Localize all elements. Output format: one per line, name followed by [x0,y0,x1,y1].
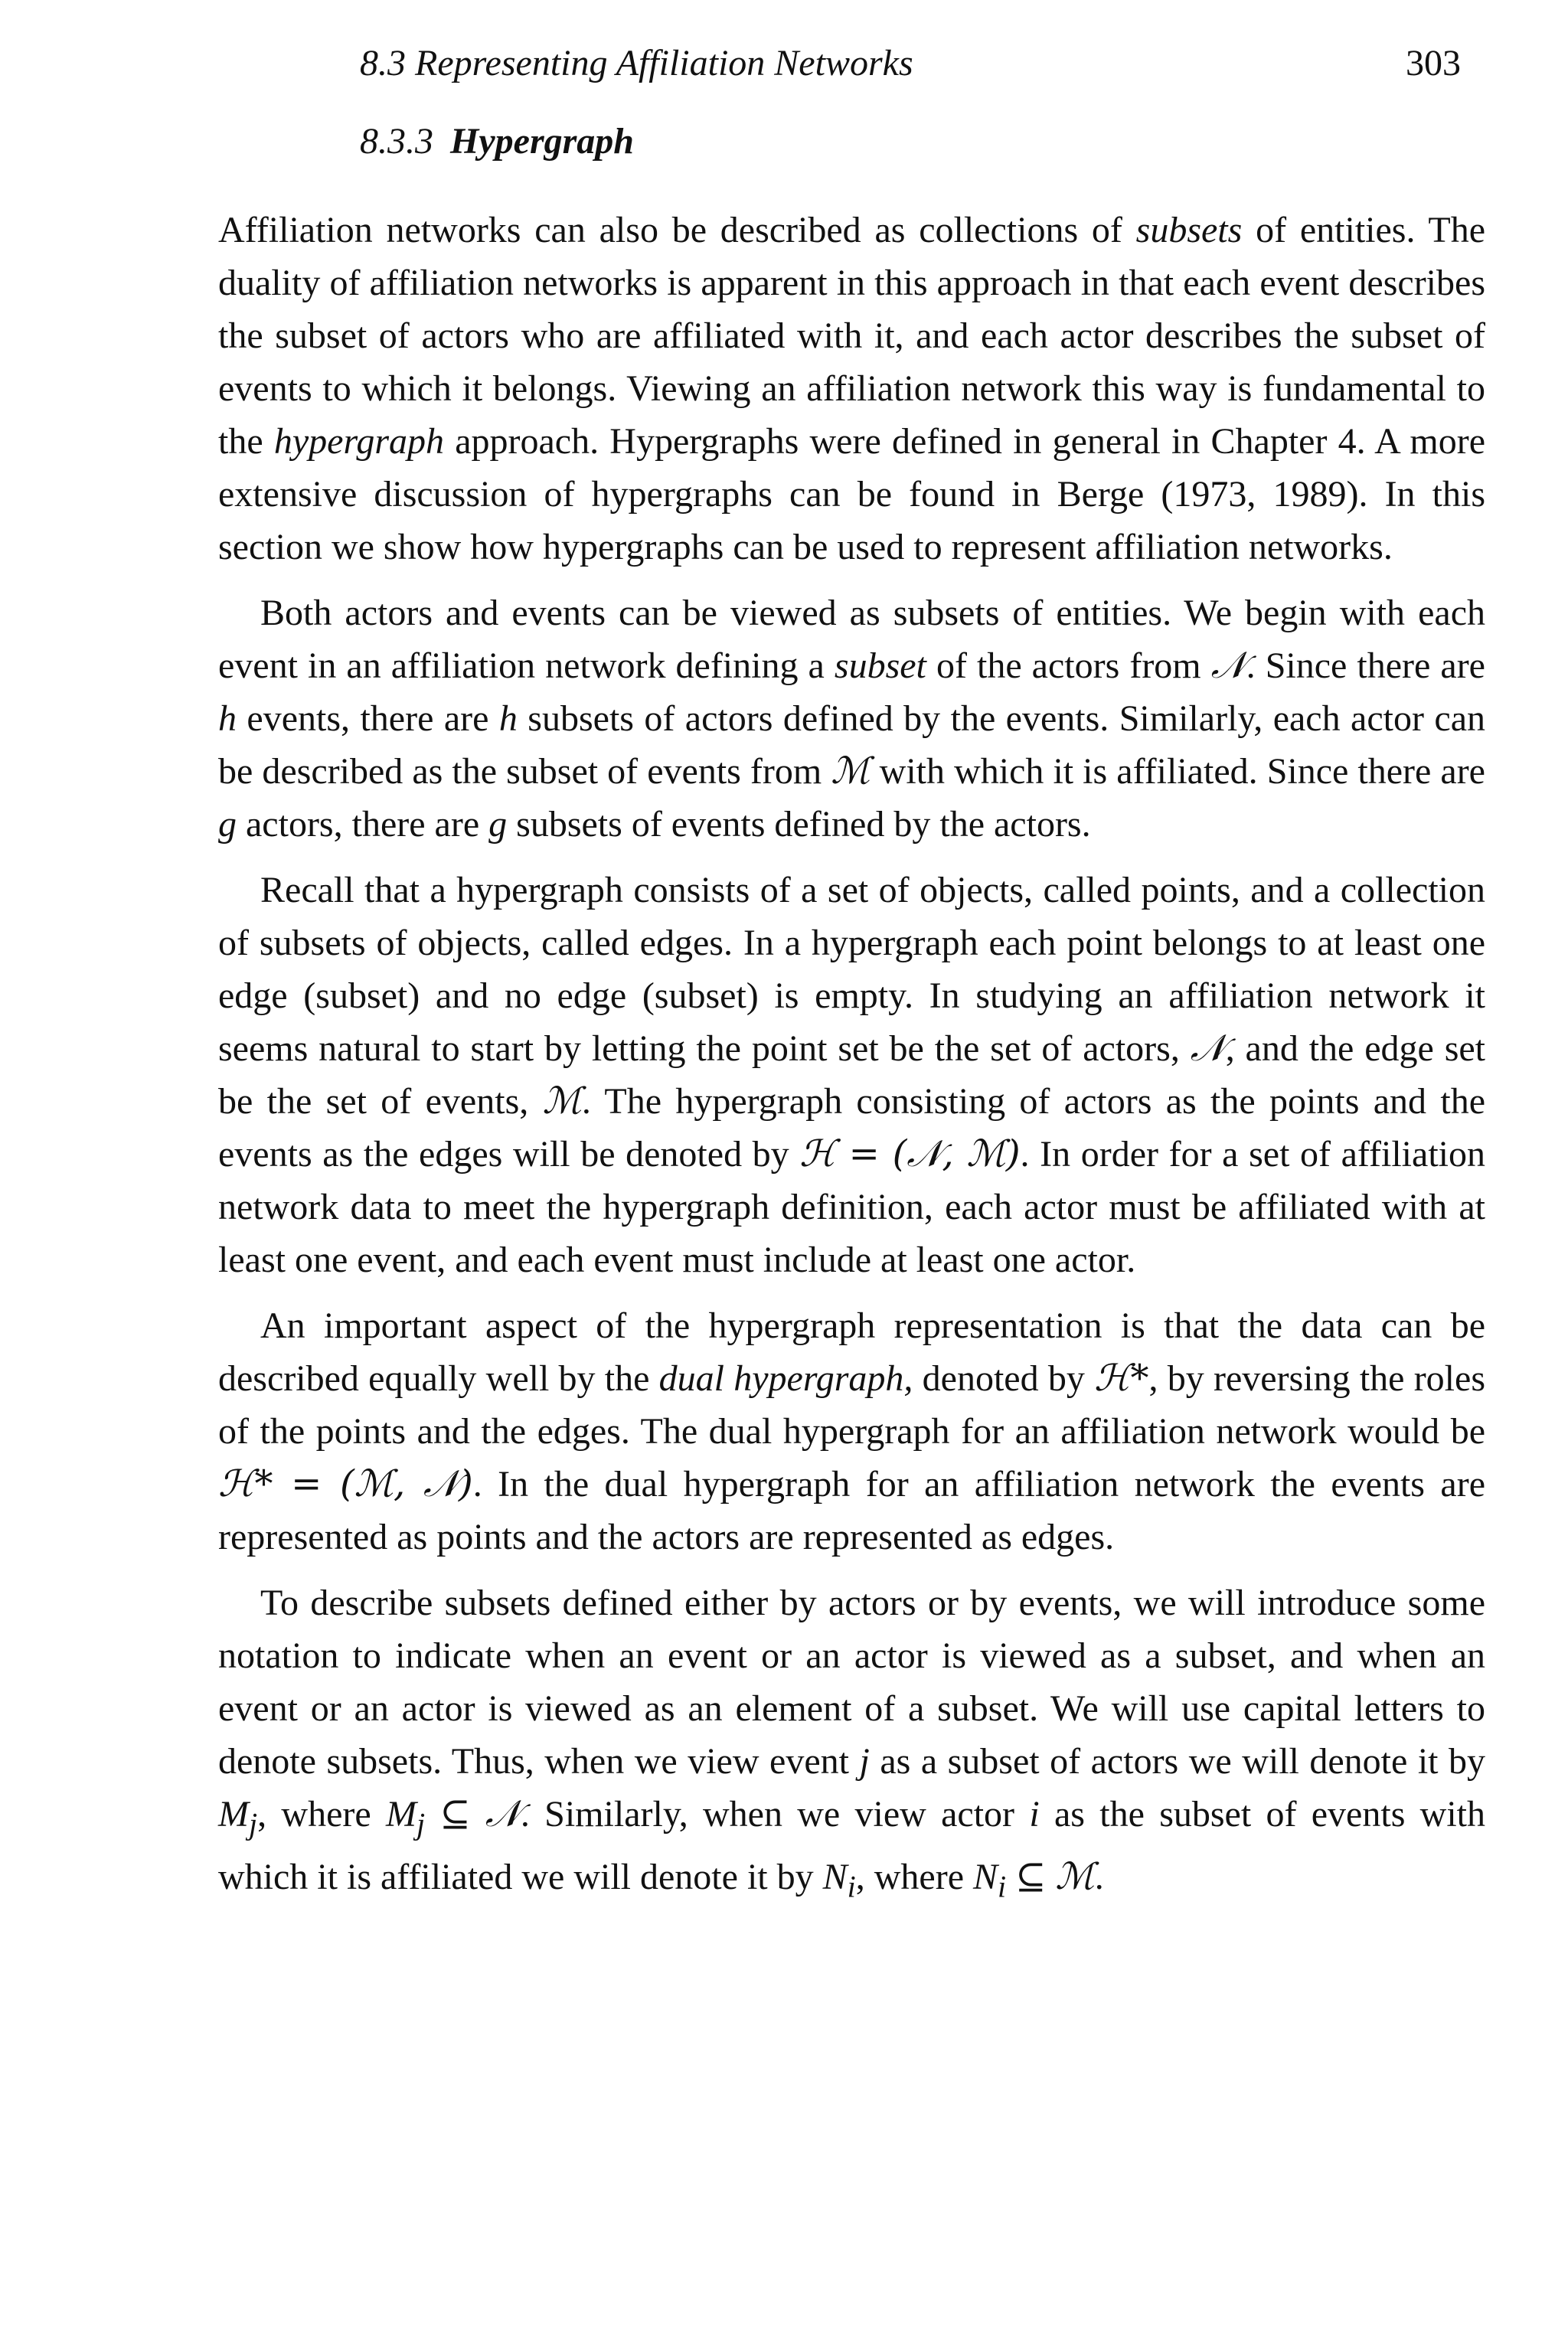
text-run: denoted by [913,1358,1095,1399]
body-text [218,204,1485,1926]
math-subscript: i [847,1869,856,1904]
math-subscript: j [248,1806,258,1841]
text-run: , and the edge set be the set of events, [218,1028,1486,1122]
text-run: . In order for a set of affiliation network data to meet the hypergraph definition, each actor must be affiliated with at least one event, and each event must include at least one actor. [218,1134,1485,1280]
text-run: events, there are [237,698,499,739]
paragraph-1 [218,204,1485,573]
emphasis-term: subset [834,645,926,686]
text-run: subsets of actors defined by the events. Similarly, each actor can be described as the subset of events from [218,698,1486,792]
emphasis-term: subsets [1135,210,1243,250]
math-variable: j [859,1741,870,1782]
text-run: actors, there are [237,804,489,845]
math-variable: M [218,1794,249,1834]
text-run: approach. Hypergraphs were defined in general in Chapter 4. A more extensive discussion of hypergraphs can be found in Berge (1973, 1989). In this section we show how hypergraphs can be used to represent affiliation networks. [218,421,1486,567]
page-number: 303 [1406,43,1461,83]
text-run: An important aspect of the hypergraph representation is that the data can be described equally well by the [218,1305,1485,1399]
text-run: . The hypergraph consisting of actors as the points and the events as the edges will be denoted by [218,1081,1486,1175]
math-subscript: i [998,1869,1007,1904]
text-run: of the actors from [926,645,1211,686]
running-head [360,37,1508,90]
math-variable: M [385,1794,416,1834]
text-run: subsets of events defined by the actors. [507,804,1091,845]
text-run: , where [855,1856,974,1897]
math-expression: ℋ* = (ℳ, 𝒩) [218,1462,473,1505]
paragraph-3 [218,864,1485,1286]
math-symbol: ℳ [831,750,871,792]
running-title: 8.3 Representing Affiliation Networks [360,43,913,83]
text-run: To describe subsets defined either by actors or by events, we will introduce some notation to indicate when an event or an actor is viewed as a subset, and when an event or an actor is viewed as an element of a subset. We will use capital letters to denote subsets. Thus, when we view event [218,1583,1485,1782]
math-symbol: 𝒩 [1210,644,1246,687]
math-symbol: ℳ [542,1080,582,1122]
math-variable: h [498,698,518,739]
paragraph-5 [218,1576,1485,1913]
math-symbol: ℳ [1055,1854,1095,1898]
text-run: , by reversing the roles of the points and the edges. The dual hypergraph for an affiliation network would be [218,1358,1485,1452]
text-run: of entities. The duality of affiliation networks is apparent in this approach in that each event describes the subset of actors who are affiliated with it, and each actor describes the subset of events to which it belongs. Viewing an affiliation network this way is fundamental to the [218,210,1485,462]
section-title: Hypergraph [450,121,634,162]
text-run: . In the dual hypergraph for an affiliation network the events are represented as points and the actors are represented as edges. [218,1464,1485,1557]
emphasis-term: dual hypergraph, [658,1358,913,1399]
math-symbol: 𝒩 [485,1792,521,1835]
section-number: 8.3.3 [360,121,433,162]
math-variable: g [488,804,508,845]
math-subscript: j [416,1806,426,1841]
text-run: . Similarly, when we view actor [520,1794,1030,1834]
math-variable: N [973,1856,998,1897]
subset-symbol: ⊆ [425,1794,485,1834]
text-run: as the subset of events with which it is affiliated we will denote it by [218,1794,1486,1897]
text-run: Affiliation networks can also be described as collections of [218,210,1136,250]
math-variable: N [822,1856,848,1897]
paragraph-2 [218,586,1485,851]
text-run: Recall that a hypergraph consists of a set of objects, called points, and a collection of subsets of objects, called edges. In a hypergraph each point belongs to at least one edge (subset) and no edge (subset) is empty. In studying an affiliation network it seems natural to start by letting the point set be the set of actors, [218,870,1485,1069]
text-run: Both actors and events can be viewed as subsets of entities. We begin with each event in an affiliation network defining a [218,593,1485,686]
text-run: , where [257,1794,386,1834]
emphasis-term: hypergraph [273,421,445,462]
math-variable: g [218,804,237,845]
text-run: . [1094,1856,1104,1897]
math-symbol: 𝒩 [1190,1027,1226,1070]
math-expression: ℋ = (𝒩, ℳ) [799,1132,1021,1175]
math-variable: i [1029,1794,1040,1834]
text-run: as a subset of actors we will denote it by [869,1741,1486,1782]
section-heading [360,115,634,168]
math-variable: h [218,698,237,739]
text-run: . Since there are [1246,645,1485,686]
math-symbol: ℋ* [1094,1357,1149,1400]
subset-symbol: ⊆ [1006,1856,1056,1897]
paragraph-4 [218,1299,1485,1563]
text-run: with which it is affiliated. Since there are [870,751,1485,792]
